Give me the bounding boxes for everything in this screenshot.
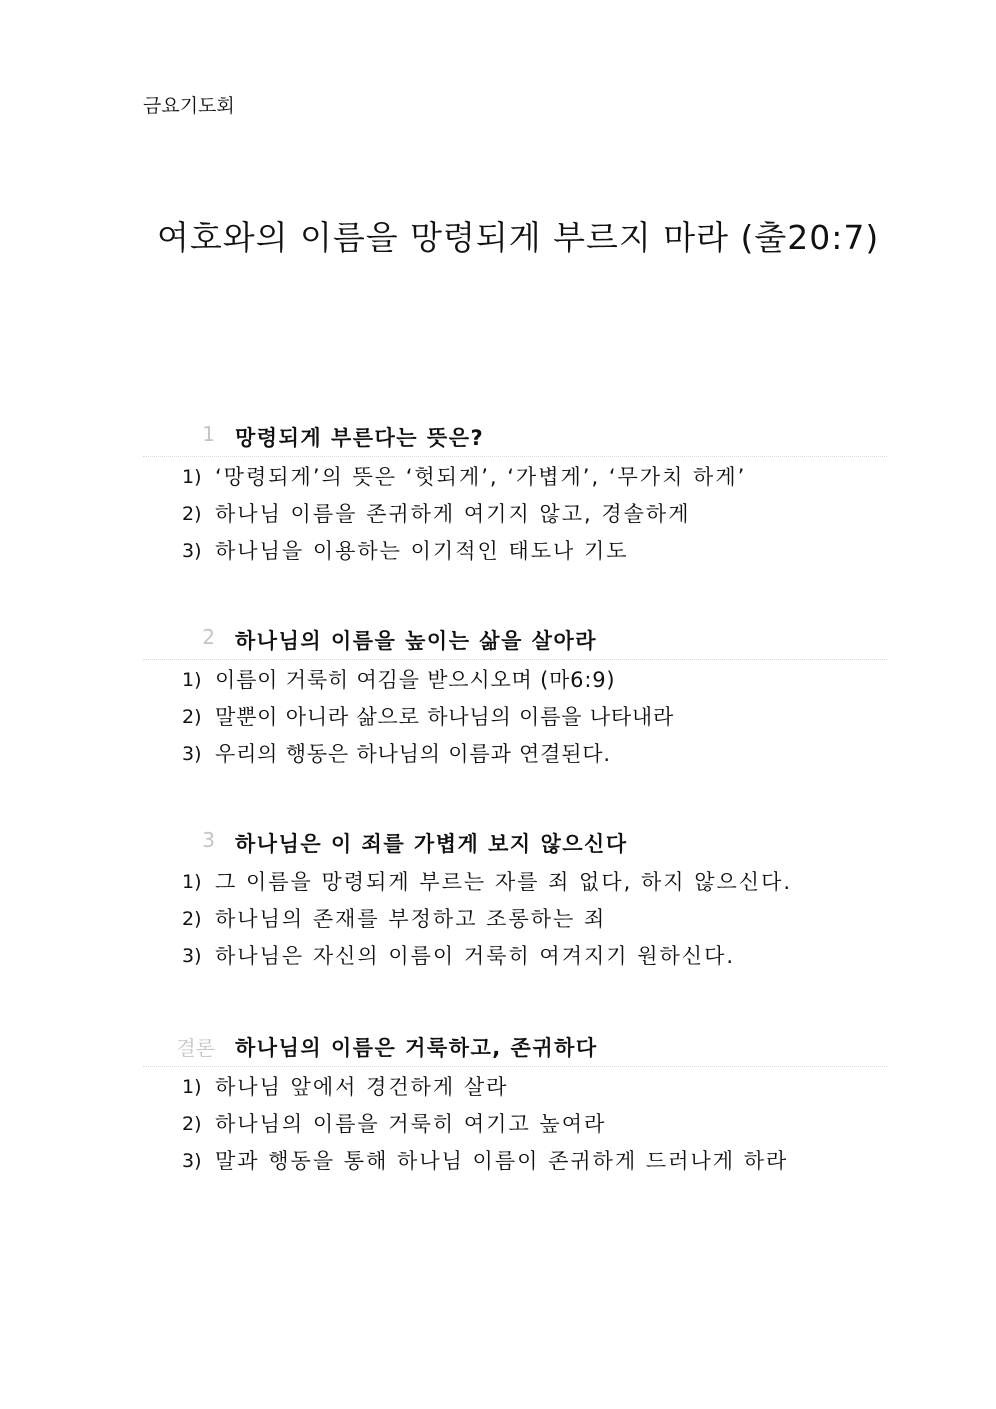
section-number: 2 (202, 625, 215, 649)
item-text: ‘망령되게’의 뜻은 ‘헛되게’, ‘가볍게’, ‘무가치 하게’ (215, 465, 747, 489)
item-text: 하나님 이름을 존귀하게 여기지 않고, 경솔하게 (215, 502, 691, 526)
list-item (143, 901, 887, 938)
list-item (143, 1069, 887, 1106)
list-item (143, 1143, 887, 1180)
section-header (143, 617, 887, 660)
section-number: 결론 (176, 1036, 215, 1060)
section-header (143, 820, 887, 862)
section-1 (143, 414, 887, 570)
item-text: 하나님의 이름을 거룩히 여기고 높여라 (215, 1112, 607, 1136)
item-number: 2) (182, 503, 202, 525)
item-number: 3) (182, 743, 202, 765)
list-item (143, 459, 887, 496)
item-number: 3) (182, 540, 202, 562)
section-number: 1 (202, 422, 215, 446)
page-title: 여호와의 이름을 망령되게 부르지 마라 (출20:7) (157, 218, 880, 257)
section-number: 3 (202, 828, 215, 852)
list-item (143, 864, 887, 901)
item-text: 말뿐이 아니라 삶으로 하나님의 이름을 나타내라 (215, 705, 675, 729)
section-2 (143, 617, 887, 773)
item-number: 2) (182, 1113, 202, 1135)
section-title: 하나님은 이 죄를 가볍게 보지 않으신다 (235, 832, 628, 856)
section-header (143, 414, 887, 457)
item-number: 3) (182, 1150, 202, 1172)
list-item (143, 699, 887, 736)
list-item (143, 736, 887, 773)
section-3 (143, 820, 887, 975)
item-number: 1) (182, 871, 202, 893)
section-items (143, 457, 887, 570)
section-items (143, 660, 887, 773)
item-text: 하나님을 이용하는 이기적인 태도나 기도 (215, 539, 629, 563)
item-text: 말과 행동을 통해 하나님 이름이 존귀하게 드러나게 하라 (215, 1149, 789, 1173)
section-header (143, 1024, 887, 1067)
item-text: 하나님 앞에서 경건하게 살라 (215, 1075, 509, 1099)
item-text: 우리의 행동은 하나님의 이름과 연결된다. (215, 742, 611, 766)
section-items (143, 862, 887, 975)
section-title: 하나님의 이름을 높이는 삶을 살아라 (235, 629, 598, 653)
list-item (143, 533, 887, 570)
section-items (143, 1067, 887, 1180)
item-number: 2) (182, 706, 202, 728)
item-number: 1) (182, 466, 202, 488)
item-number: 1) (182, 669, 202, 691)
list-item (143, 1106, 887, 1143)
item-text: 하나님의 존재를 부정하고 조롱하는 죄 (215, 907, 607, 931)
item-number: 3) (182, 945, 202, 967)
section-title: 망령되게 부른다는 뜻은? (235, 426, 485, 450)
header-label: 금요기도회 (143, 95, 235, 117)
item-number: 1) (182, 1076, 202, 1098)
section-title: 하나님의 이름은 거룩하고, 존귀하다 (235, 1036, 598, 1060)
item-text: 이름이 거룩히 여김을 받으시오며 (마6:9) (215, 668, 616, 692)
item-text: 그 이름을 망령되게 부르는 자를 죄 없다, 하지 않으신다. (215, 870, 793, 894)
section-conclusion (143, 1024, 887, 1180)
item-number: 2) (182, 908, 202, 930)
item-text: 하나님은 자신의 이름이 거룩히 여겨지기 원하신다. (215, 944, 736, 968)
list-item (143, 662, 887, 699)
list-item (143, 496, 887, 533)
list-item (143, 938, 887, 975)
